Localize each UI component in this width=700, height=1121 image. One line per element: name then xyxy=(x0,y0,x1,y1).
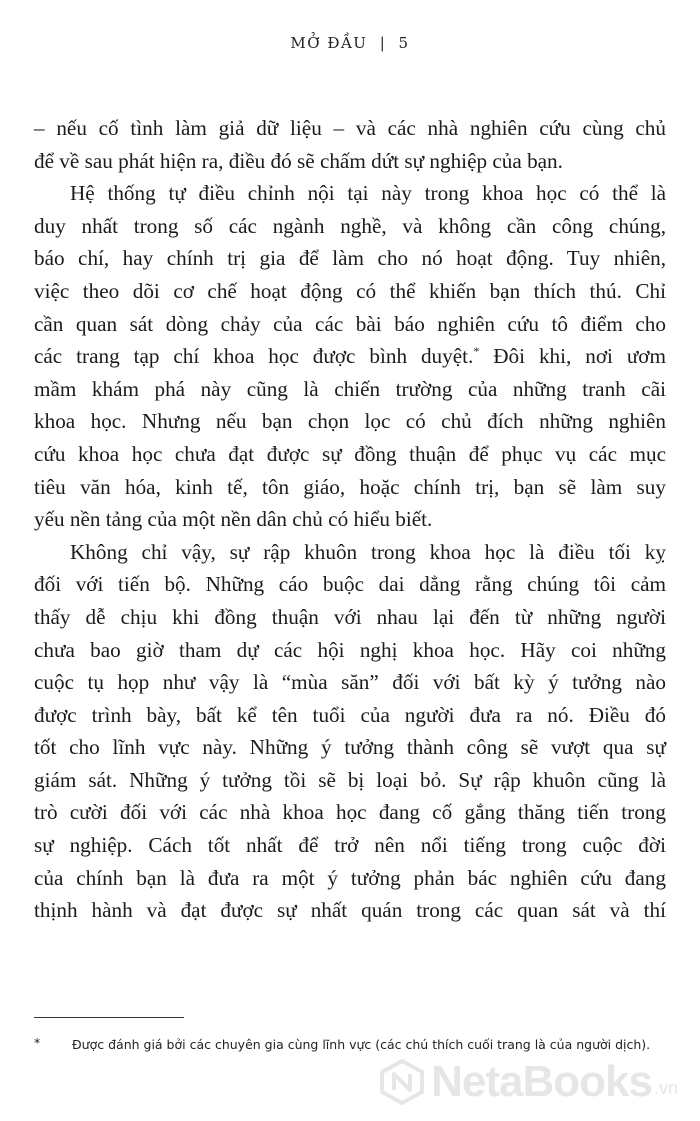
text-line: Không chỉ vậy, sự rập khuôn trong khoa học là điều tối kỵ xyxy=(70,539,666,564)
text-line: tiêu văn hóa, kinh tế, tôn giáo, hoặc chính trị, bạn sẽ làm suy xyxy=(34,474,666,499)
text-line: chưa bao giờ tham dự các hội nghị khoa học. Hãy coi những xyxy=(34,637,666,662)
text-line: mầm khám phá này cũng là chiến trường của những tranh cãi xyxy=(34,376,666,401)
text-line: các trang tạp chí khoa học được bình duyệt.* Đôi khi, nơi ươm xyxy=(34,344,666,369)
text-line: việc theo dõi cơ chế hoạt động có thể khiến bạn thích thú. Chỉ xyxy=(34,278,666,303)
text-line: Hệ thống tự điều chỉnh nội tại này trong khoa học có thể là xyxy=(70,181,666,206)
text-line: cần quan sát dòng chảy của các bài báo nghiên cứu tô điểm cho xyxy=(34,311,666,336)
footnote xyxy=(34,1036,666,1053)
netabooks-logo-icon xyxy=(379,1059,425,1105)
text-line: trò cười đối với các nhà khoa học đang cố gắng thăng tiến trong xyxy=(34,800,666,825)
page-number: 5 xyxy=(398,34,410,52)
paragraph xyxy=(34,112,666,177)
text-line: khoa học. Nhưng nếu bạn chọn lọc có chủ đích những nghiên xyxy=(34,409,666,434)
watermark-suffix: .vn xyxy=(653,1078,678,1098)
text-line: cuộc tụ họp như vậy là “mùa săn” đối với bất kỳ ý tưởng nào xyxy=(34,670,666,695)
text-line: cứu khoa học chưa đạt được sự đồng thuận để phục vụ các mục xyxy=(34,441,666,466)
watermark-brand: NetaBooks xyxy=(431,1057,652,1106)
text-line: đối với tiến bộ. Những cáo buộc dai dẳng rằng chúng tôi cảm xyxy=(34,572,666,597)
watermark xyxy=(379,1057,678,1107)
footnote-reference: * xyxy=(473,344,480,359)
text-line: để về sau phát hiện ra, điều đó sẽ chấm dứt sự nghiệp của bạn. xyxy=(34,148,563,173)
footnote-mark: * xyxy=(34,1035,41,1050)
paragraph xyxy=(34,536,666,927)
footnote-divider xyxy=(34,1017,184,1018)
text-line: sự nghiệp. Cách tốt nhất để trở nên nổi tiếng trong cuộc đời xyxy=(34,833,666,858)
text-line: tốt cho lĩnh vực này. Những ý tưởng thành công sẽ vượt qua sự xyxy=(34,735,666,760)
text-line: duy nhất trong số các ngành nghề, và không cần công chúng, xyxy=(34,213,666,238)
text-line: giám sát. Những ý tưởng tồi sẽ bị loại bỏ. Sự rập khuôn cũng là xyxy=(34,767,666,792)
footnote-text: Được đánh giá bởi các chuyên gia cùng lĩnh vực (các chú thích cuối trang là của người dịch). xyxy=(72,1037,651,1052)
header-section-title: MỞ ĐẦU xyxy=(290,34,368,52)
text-line: báo chí, hay chính trị gia để làm cho nó hoạt động. Tuy nhiên, xyxy=(34,246,666,271)
running-header xyxy=(0,34,700,52)
text-line: của chính bạn là đưa ra một ý tưởng phản bác nghiên cứu đang xyxy=(34,865,666,890)
text-line: thịnh hành và đạt được sự nhất quán trong các quan sát và thí xyxy=(34,898,666,923)
text-line: – nếu cố tình làm giả dữ liệu – và các nhà nghiên cứu cùng chủ xyxy=(34,116,666,140)
header-separator: | xyxy=(379,34,387,52)
text-line: yếu nền tảng của một nền dân chủ có hiểu biết. xyxy=(34,507,433,532)
text-line: được trình bày, bất kể tên tuổi của người đưa ra nó. Điều đó xyxy=(34,702,666,727)
body-text xyxy=(34,112,666,927)
paragraph xyxy=(34,177,666,536)
text-line: thấy dễ chịu khi đồng thuận với nhau lại đến từ những người xyxy=(34,604,666,629)
